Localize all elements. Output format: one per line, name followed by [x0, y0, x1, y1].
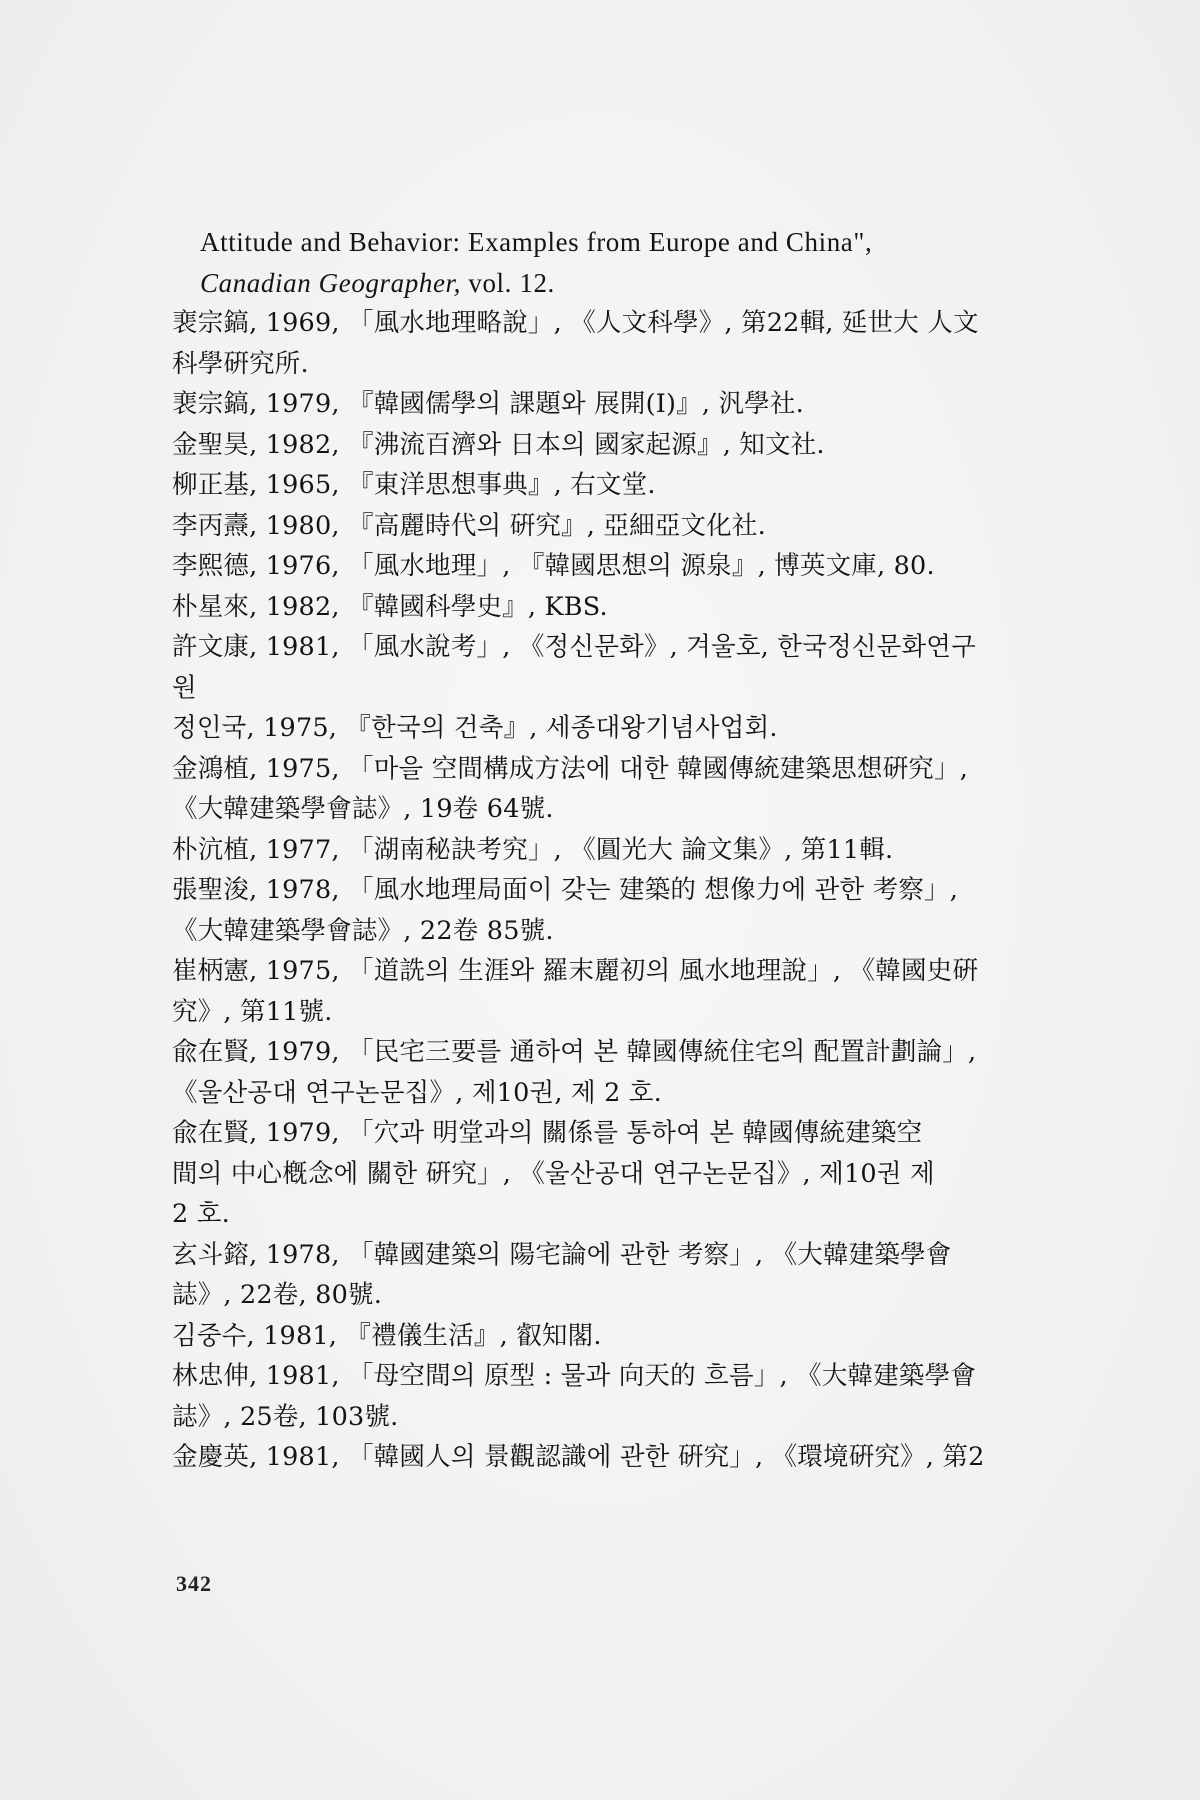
reference-entry-line: 裵宗鎬, 1969, 「風水地理略說」, 《人文科學》, 第22輯, 延世大 人文: [172, 308, 979, 338]
reference-list: [172, 222, 992, 1478]
reference-entry: [172, 1235, 992, 1316]
reference-entry-line: 김중수, 1981, 『禮儀生活』, 叡知閣.: [172, 1320, 602, 1351]
reference-entry: [172, 384, 992, 425]
reference-entry: [172, 1032, 992, 1113]
reference-entry-continuation-line: 원: [172, 672, 197, 703]
reference-entry-line: 裵宗鎬, 1979, 『韓國儒學의 課題와 展開(Ⅰ)』, 汎學社.: [172, 389, 804, 419]
reference-entry-continuation-line: 間의 中心槪念에 關한 硏究」, 《울산공대 연구논문집》, 제10권 제: [172, 1158, 935, 1189]
reference-entry: [172, 465, 992, 506]
reference-entry-line: 朴沆植, 1977, 「湖南秘訣考究」, 《圓光大 論文集》, 第11輯.: [172, 834, 894, 865]
journal-title: Canadian Geographer,: [200, 267, 461, 298]
reference-entry: [172, 506, 992, 547]
reference-entry-line: 朴星來, 1982, 『韓國科學史』, KBS.: [172, 591, 608, 622]
reference-entry: [172, 749, 992, 830]
reference-entry: [172, 1356, 992, 1437]
reference-entry-line: 張聖浚, 1978, 「風水地理局面이 갖는 建築的 想像力에 관한 考察」,: [172, 875, 959, 905]
reference-entry-line: 李丙燾, 1980, 『高麗時代의 硏究』, 亞細亞文化社.: [172, 510, 766, 541]
reference-entry-continuation-line: 2 호.: [172, 1199, 230, 1229]
reference-entry: [172, 546, 992, 587]
reference-entry-line: 許文康, 1981, 「風水說考」, 《정신문화》, 겨울호, 한국정신문화연구: [172, 632, 976, 662]
continuation-line-2: [200, 263, 992, 304]
reference-entry: [172, 830, 992, 871]
reference-entry: [172, 951, 992, 1032]
reference-entry-line: 李熙德, 1976, 「風水地理」, 『韓國思想의 源泉』, 博英文庫, 80.: [172, 551, 935, 581]
reference-entry-continuation-line: 《大韓建築學會誌》, 19卷 64號.: [172, 794, 554, 824]
reference-entry-line: 金鴻植, 1975, 「마을 空間構成方法에 대한 韓國傳統建築思想硏究」,: [172, 753, 969, 784]
reference-entry-continuation-line: 誌》, 22卷, 80號.: [172, 1280, 383, 1310]
reference-entry-line: 柳正基, 1965, 『東洋思想事典』, 右文堂.: [172, 470, 656, 500]
reference-entry: [172, 425, 992, 466]
reference-entry-line: 兪在賢, 1979, 「穴과 明堂과의 關係를 통하여 본 韓國傳統建築空: [172, 1118, 923, 1148]
reference-entry-line: 金聖昊, 1982, 『沸流百濟와 日本의 國家起源』, 知文社.: [172, 429, 825, 460]
reference-entry-continuation-line: 誌》, 25卷, 103號.: [172, 1401, 399, 1432]
reference-entry-continuation-line: 究》, 第11號.: [172, 996, 333, 1027]
reference-entry-line: 정인국, 1975, 『한국의 건축』, 세종대왕기념사업회.: [172, 713, 778, 743]
reference-continuation: [172, 222, 992, 303]
reference-entry: [172, 303, 992, 384]
reference-entry-line: 兪在賢, 1979, 「民宅三要를 通하여 본 韓國傳統住宅의 配置計劃論」,: [172, 1037, 977, 1067]
journal-volume: vol. 12.: [461, 267, 555, 298]
continuation-line-1: Attitude and Behavior: Examples from Europe and China",: [200, 227, 873, 257]
reference-entry-continuation-line: 《울산공대 연구논문집》, 제10권, 제 2 호.: [172, 1077, 662, 1108]
reference-entry: [172, 587, 992, 628]
reference-entry: [172, 870, 992, 951]
reference-entries: [172, 303, 992, 1478]
reference-entry: [172, 1113, 992, 1235]
reference-entry: [172, 627, 992, 708]
reference-entry: [172, 1316, 992, 1357]
page-number: 342: [176, 1571, 212, 1596]
reference-entry: [172, 1437, 992, 1478]
reference-entry-continuation-line: 科學硏究所.: [172, 348, 309, 379]
reference-entry-line: 金慶英, 1981, 「韓國人의 景觀認識에 관한 硏究」, 《環境硏究》, 第2: [172, 1442, 985, 1472]
reference-entry-line: 林忠伸, 1981, 「母空間의 原型 : 물과 向天的 흐름」, 《大韓建築學會: [172, 1361, 977, 1391]
reference-entry-line: 崔柄憲, 1975, 「道詵의 生涯와 羅末麗初의 風水地理說」, 《韓國史硏: [172, 956, 979, 986]
reference-entry-line: 玄斗鎔, 1978, 「韓國建築의 陽宅論에 관한 考察」, 《大韓建築學會: [172, 1239, 952, 1270]
reference-entry-continuation-line: 《大韓建築學會誌》, 22卷 85號.: [172, 915, 554, 946]
reference-entry: [172, 708, 992, 749]
